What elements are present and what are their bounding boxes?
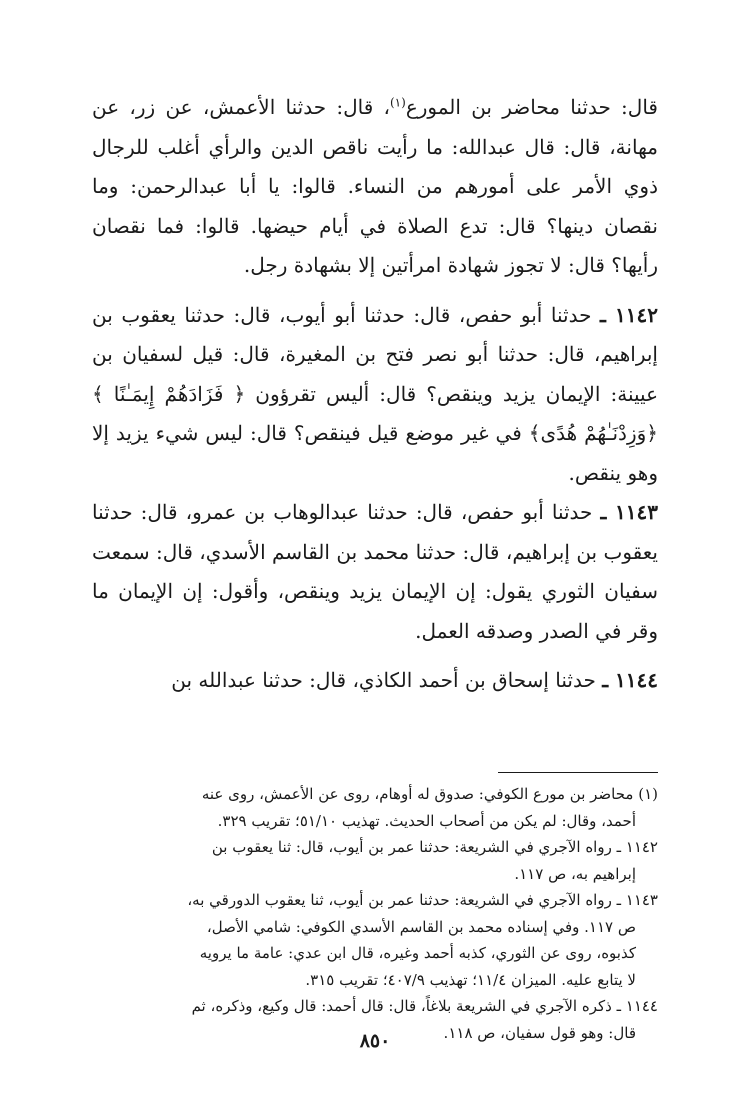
hadith-number: ١١٤٢ ـ — [600, 302, 659, 327]
footnote-divider — [498, 772, 658, 773]
text-segment: ، قال: حدثنا الأعمش، عن زر، عن مهانة، قال: قال عبدالله: ما رأيت ناقص الدين والرأي أغلب للرجال ذوي الأمر على أمورهم من النساء. قالوا: يا أبا عبدالرحمن: وما نقصان دينها؟ قال: تدع الصلاة في أيام حيضها. قالوا: فما نقصان رأيها؟ قال: لا تجوز شهادة امرأتين إلا بشهادة رجل. — [92, 95, 658, 277]
main-text — [92, 88, 658, 701]
hadith-text: حدثنا إسحاق بن أحمد الكاذي، قال: حدثنا عبدالله بن — [171, 668, 596, 692]
opening-paragraph — [92, 88, 658, 286]
footnote-line: كذبوه، روى عن الثوري، كذبه أحمد وغيره، قال ابن عدي: عامة ما يرويه — [199, 944, 636, 962]
footnote-line: ١١٤٤ ـ ذكره الآجري في الشريعة بلاغاً، قال: قال أحمد: قال وكيع، وذكره، ثم — [191, 997, 658, 1015]
hadith-1144 — [92, 661, 658, 701]
footnote-line: إبراهيم به، ص ١١٧. — [514, 864, 636, 883]
footnote-line: قال: وهو قول سفيان، ص ١١٨. — [443, 1023, 636, 1042]
hadith-text: حدثنا أبو حفص، قال: حدثنا عبدالوهاب بن عمرو، قال: حدثنا يعقوب بن إبراهيم، قال: حدثنا محمد بن القاسم الأسدي، قال: سمعت سفيان الثوري يقول: إن الإيمان يزيد وينقص، وأقول: إن الإيمان ما وقر في الصدر وصدقه العمل. — [92, 500, 658, 643]
footnote-line: أحمد، وقال: لم يكن من أصحاب الحديث. تهذيب ٥١/١٠؛ تقريب ٣٢٩. — [217, 811, 636, 830]
footnote-line: لا يتابع عليه. الميزان ١١/٤؛ تهذيب ٤٠٧/٩؛ تقريب ٣١٥. — [305, 970, 636, 989]
hadith-number: ١١٤٤ ـ — [602, 668, 658, 692]
hadith-number: ١١٤٣ ـ — [600, 500, 659, 524]
footnote-line: ١١٤٢ ـ رواه الآجري في الشريعة: حدثنا عمر بن أيوب، قال: ثنا يعقوب بن — [211, 838, 658, 856]
hadith-1143 — [92, 493, 658, 651]
footnotes — [92, 781, 658, 1046]
footnote-line: ص ١١٧. وفي إسناده محمد بن القاسم الأسدي الكوفي: شامي الأصل، — [206, 917, 636, 936]
text-segment: قال: حدثنا محاضر بن المورع — [405, 95, 658, 119]
hadith-text: حدثنا أبو حفص، قال: حدثنا أبو أيوب، قال: حدثنا يعقوب بن إبراهيم، قال: حدثنا أبو نصر فتح بن المغيرة، قال: قيل لسفيان بن عيينة: الإيمان يزيد وينقص؟ قال: أليس تقرؤون ﴿ فَزَادَهُمْ إِيمَـٰنًا ﴾ ﴿وَزِدْنَـٰهُمْ هُدًى﴾ في غير موضع قيل فينقص؟ قال: ليس شيء يزيد إلا وهو ينقص. — [92, 302, 658, 485]
footnote-line: ١١٤٣ ـ رواه الآجري في الشريعة: حدثنا عمر بن أيوب، ثنا يعقوب الدورقي به، — [187, 891, 658, 909]
hadith-1142 — [92, 296, 658, 494]
footnote-line: (١) محاضر بن مورع الكوفي: صدوق له أوهام، روى عن الأعمش، روى عنه — [201, 785, 658, 803]
footnote-reference[interactable]: (١) — [389, 95, 406, 110]
page-number: ٨٥٠ — [359, 1030, 391, 1052]
